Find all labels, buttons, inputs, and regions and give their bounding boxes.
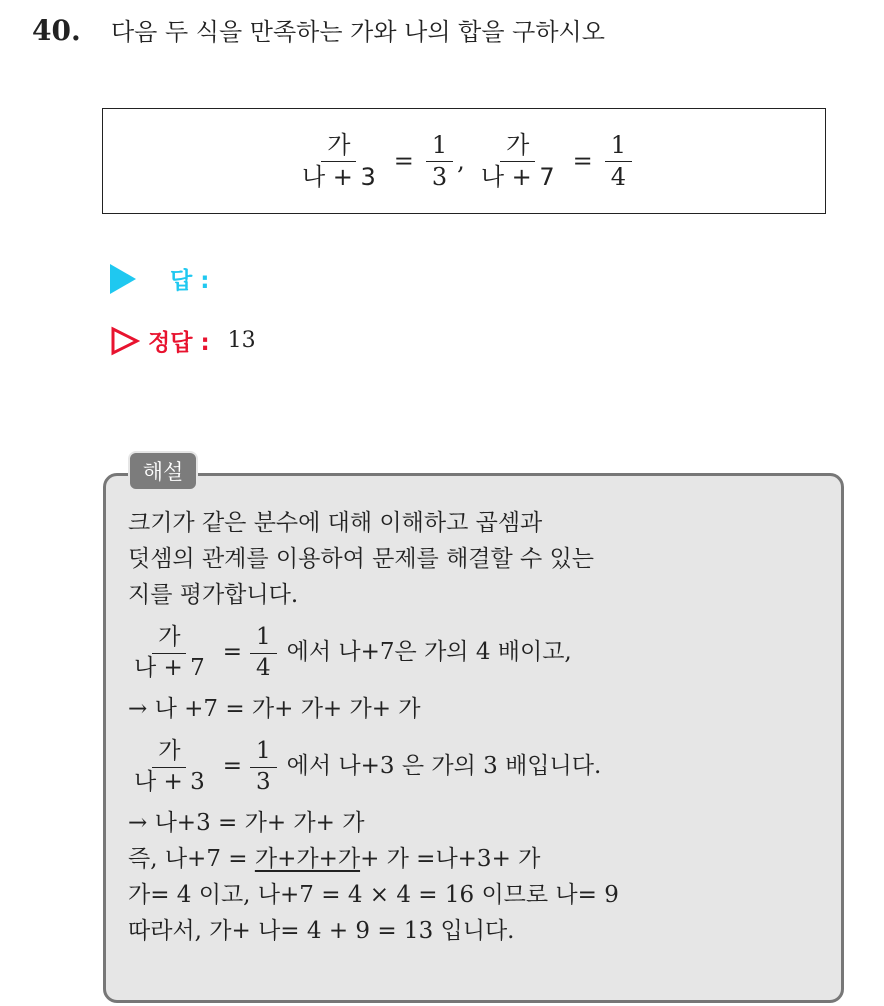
fraction-denominator: 4 [256, 654, 271, 681]
question-header [32, 12, 605, 47]
equals-sign: = [222, 753, 243, 780]
step-text: 에서 나+3 은 가의 3 배입니다. [286, 753, 602, 780]
equation-box [102, 108, 826, 214]
correct-answer-row [110, 324, 256, 357]
equation-rhs-1 [426, 132, 453, 190]
comma-separator: , [457, 147, 465, 175]
fraction-numerator: 1 [250, 625, 277, 653]
solution-step-2 [128, 728, 828, 806]
line-prefix: 즉, 나+7 = [128, 846, 255, 873]
solution-line: 지를 평가합니다. [128, 582, 299, 609]
fraction-denominator: 나 + 7 [134, 654, 205, 681]
solution-line: → 나+3 = 가+ 가+ 가 [128, 810, 365, 837]
solution-line: 크기가 같은 분수에 대해 이해하고 곱셈과 [128, 510, 543, 537]
fraction-denominator: 나 + 3 [301, 162, 376, 191]
equals-sign: = [572, 147, 593, 175]
question-number: 40. [32, 14, 81, 47]
solution-line: 따라서, 가+ 나= 4 + 9 = 13 입니다. [128, 918, 515, 945]
fraction-denominator: 4 [610, 162, 627, 191]
answer-input-row[interactable] [110, 262, 209, 295]
fraction-denominator: 3 [256, 768, 271, 795]
step-text: 에서 나+7은 가의 4 배이고, [286, 639, 572, 666]
step-fraction [128, 625, 211, 681]
correct-answer-label: 정답 : [148, 330, 210, 356]
underlined-sum: 가+가+가 [254, 846, 361, 873]
fraction-denominator: 나 + 3 [134, 768, 205, 795]
answer-label: 답 : [170, 268, 210, 294]
fraction-numerator: 1 [426, 132, 453, 161]
play-outline-icon [110, 326, 140, 356]
question-text: 다음 두 식을 만족하는 가와 나의 합을 구하시오 [110, 18, 605, 46]
equals-sign: = [222, 639, 243, 666]
equation-fraction-2 [475, 132, 561, 190]
fraction-numerator: 1 [605, 132, 632, 161]
fraction-numerator: 가 [500, 132, 535, 161]
correct-answer-value: 13 [227, 328, 256, 353]
fraction-denominator: 3 [431, 162, 448, 191]
solution-line: 덧셈의 관계를 이용하여 문제를 해결할 수 있는 [128, 546, 595, 573]
solution-line-underlined [128, 842, 828, 878]
solution-tab: 해설 [128, 451, 198, 491]
solution-line: → 나 +7 = 가+ 가+ 가+ 가 [128, 696, 421, 723]
fraction-numerator: 가 [152, 625, 186, 653]
solution-line: 가= 4 이고, 나+7 = 4 × 4 = 16 이므로 나= 9 [128, 882, 619, 909]
step-rhs-fraction [250, 739, 277, 795]
step-rhs-fraction [250, 625, 277, 681]
solution-step-1 [128, 614, 828, 692]
fraction-numerator: 1 [250, 739, 277, 767]
fraction-denominator: 나 + 7 [480, 162, 555, 191]
line-suffix: + 가 =나+3+ 가 [360, 846, 541, 873]
step-fraction [128, 739, 211, 795]
equation-fraction-1 [296, 132, 382, 190]
play-filled-icon [110, 264, 136, 294]
solution-content [128, 506, 828, 950]
fraction-numerator: 가 [321, 132, 356, 161]
equation-rhs-2 [605, 132, 632, 190]
equals-sign: = [393, 147, 414, 175]
fraction-numerator: 가 [152, 739, 186, 767]
